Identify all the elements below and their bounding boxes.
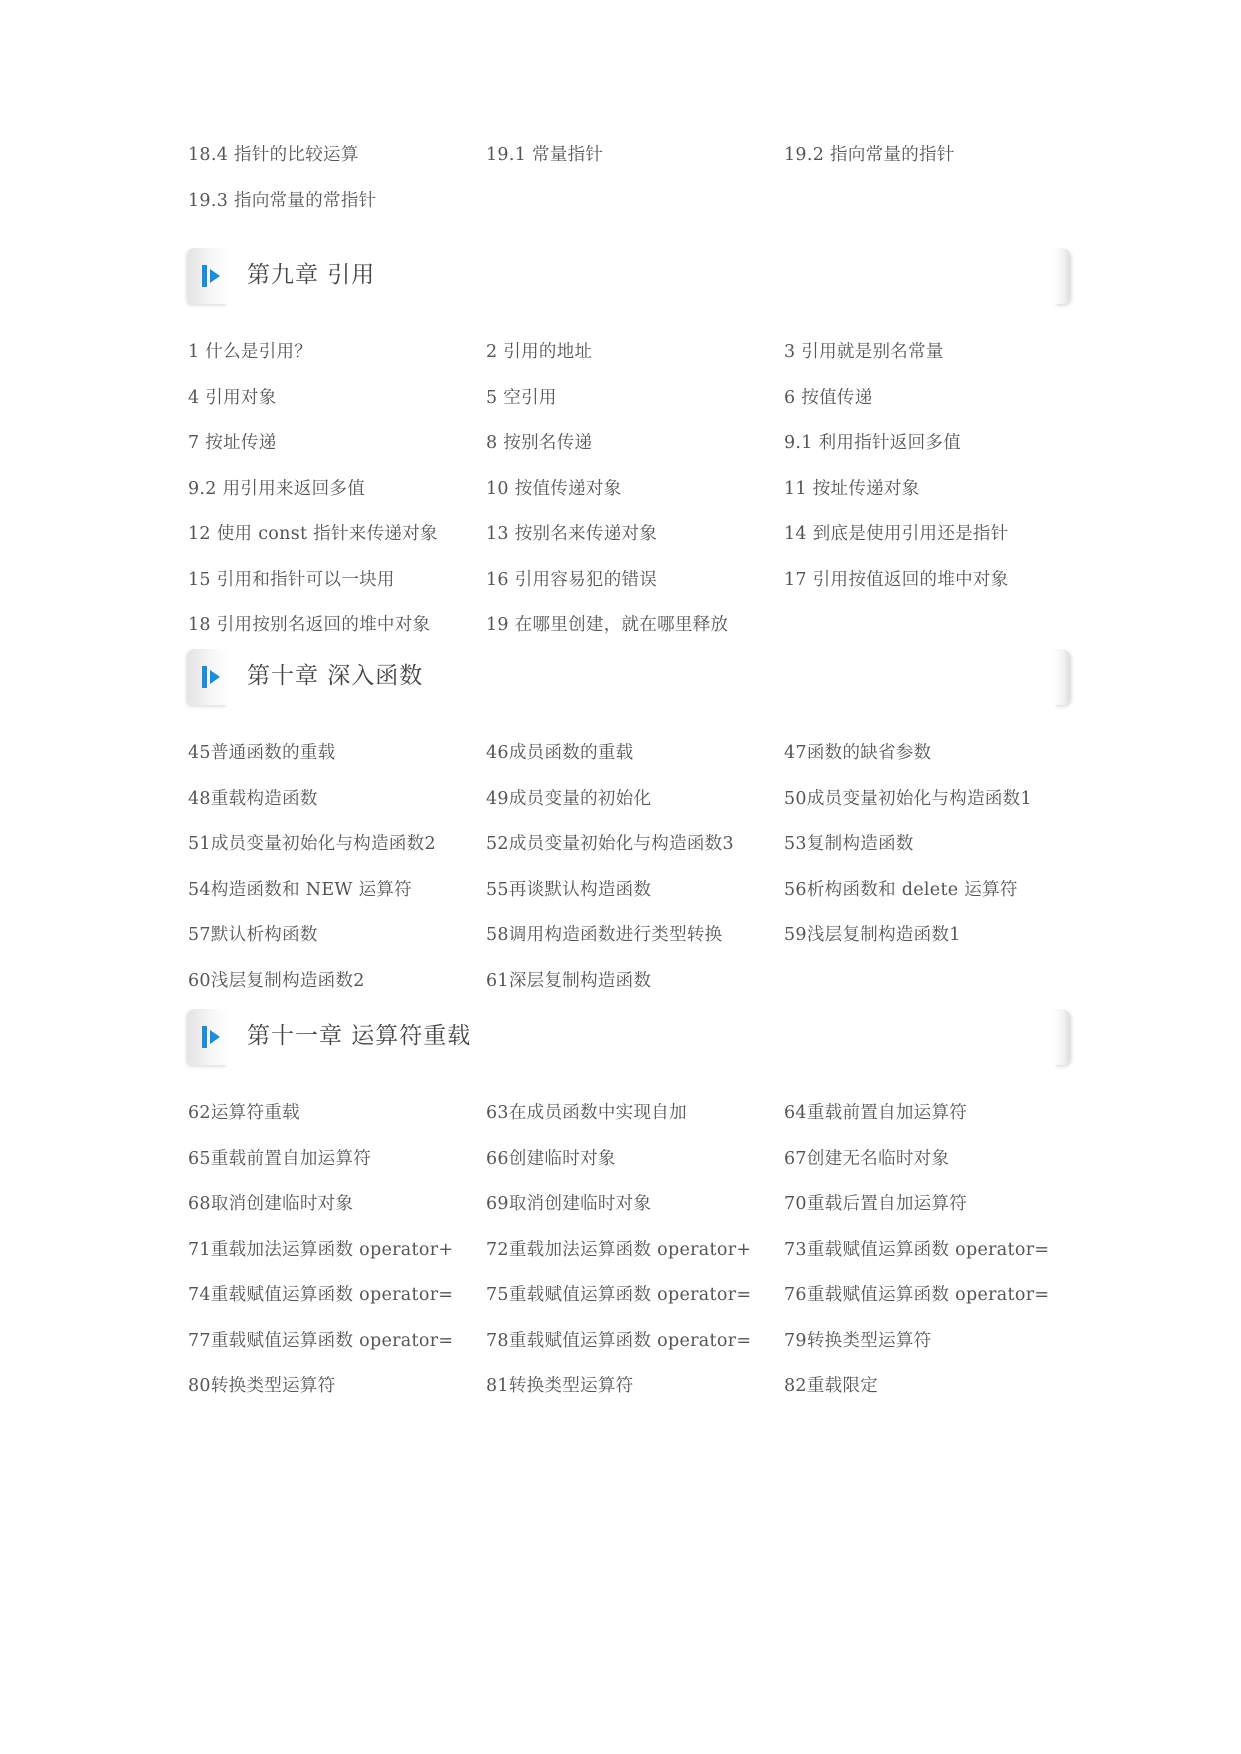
toc-entry-link[interactable]: 15 引用和指针可以一块用 (188, 569, 395, 590)
toc-entry-link[interactable]: 68取消创建临时对象 (188, 1194, 354, 1214)
toc-entry-link[interactable]: 52成员变量初始化与构造函数3 (486, 834, 734, 854)
toc-entry-link[interactable]: 64重载前置自加运算符 (784, 1103, 968, 1123)
toc-entry-link[interactable]: 47函数的缺省参数 (784, 743, 932, 763)
toc-entry-link[interactable]: 14 到底是使用引用还是指针 (784, 524, 1009, 544)
chapter-tab-end (1054, 248, 1070, 304)
toc-entry-link[interactable]: 61深层复制构造函数 (486, 970, 652, 991)
toc-row (188, 1283, 1088, 1329)
toc-entry-link[interactable]: 54构造函数和 NEW 运算符 (188, 879, 412, 900)
chapter-tab-end (1054, 1009, 1070, 1065)
play-marker-icon (202, 664, 222, 690)
chapter-heading-11 (188, 1009, 1070, 1067)
toc-entry-link[interactable]: 16 引用容易犯的错误 (486, 569, 658, 590)
toc-entry-link[interactable]: 73重载赋值运算函数 operator= (784, 1239, 1050, 1260)
toc-entry-link[interactable]: 57默认析构函数 (188, 925, 318, 945)
chapter-title: 第九章 引用 (247, 262, 376, 288)
toc-list-chapter-9 (188, 340, 1088, 659)
toc-entry-link[interactable]: 50成员变量初始化与构造函数1 (784, 788, 1032, 809)
toc-entry-link[interactable]: 78重载赋值运算函数 operator= (486, 1330, 752, 1351)
toc-entry-link[interactable]: 5 空引用 (486, 387, 557, 408)
toc-row (188, 522, 1088, 568)
toc-entry-link[interactable]: 70重载后置自加运算符 (784, 1194, 968, 1214)
toc-entry-link[interactable]: 18.4 指针的比较运算 (188, 145, 359, 165)
toc-entry-link[interactable]: 17 引用按值返回的堆中对象 (784, 569, 1009, 590)
toc-entry-link[interactable]: 55再谈默认构造函数 (486, 879, 652, 900)
toc-entry-link[interactable]: 6 按值传递 (784, 387, 873, 408)
toc-list-chapter-10 (188, 741, 1088, 1014)
toc-entry-link[interactable]: 18 引用按别名返回的堆中对象 (188, 615, 431, 635)
chapter-title: 第十章 深入函数 (247, 663, 424, 689)
toc-entry-link[interactable]: 81转换类型运算符 (486, 1376, 634, 1396)
toc-entry-link[interactable]: 60浅层复制构造函数2 (188, 970, 365, 991)
toc-entry-link[interactable]: 62运算符重载 (188, 1103, 300, 1123)
toc-entry-link[interactable]: 3 引用就是别名常量 (784, 342, 944, 362)
toc-row (188, 787, 1088, 833)
toc-entry-link[interactable]: 56析构函数和 delete 运算符 (784, 879, 1018, 900)
toc-list-continued (188, 143, 1088, 234)
toc-entry-link[interactable]: 19 在哪里创建，就在哪里释放 (486, 615, 729, 635)
toc-row (188, 969, 1088, 1015)
toc-entry-link[interactable]: 11 按址传递对象 (784, 478, 920, 499)
toc-row (188, 1238, 1088, 1284)
toc-entry-link[interactable]: 66创建临时对象 (486, 1148, 616, 1169)
toc-entry-link[interactable]: 65重载前置自加运算符 (188, 1148, 372, 1169)
toc-entry-link[interactable]: 53复制构造函数 (784, 834, 914, 854)
play-marker-icon (202, 263, 222, 289)
chapter-tab (188, 649, 228, 705)
toc-entry-link[interactable]: 63在成员函数中实现自加 (486, 1103, 687, 1123)
toc-entry-link[interactable]: 12 使用 const 指针来传递对象 (188, 524, 438, 544)
toc-list-chapter-11 (188, 1101, 1088, 1420)
toc-entry-link[interactable]: 69取消创建临时对象 (486, 1194, 652, 1214)
toc-row (188, 189, 1088, 235)
toc-row (188, 832, 1088, 878)
toc-row (188, 741, 1088, 787)
toc-entry-link[interactable]: 19.3 指向常量的常指针 (188, 190, 377, 211)
toc-row (188, 1147, 1088, 1193)
toc-entry-link[interactable]: 13 按别名来传递对象 (486, 524, 658, 544)
toc-entry-link[interactable]: 67创建无名临时对象 (784, 1148, 950, 1169)
toc-entry-link[interactable]: 58调用构造函数进行类型转换 (486, 925, 723, 945)
toc-row (188, 923, 1088, 969)
toc-row (188, 431, 1088, 477)
toc-entry-link[interactable]: 19.1 常量指针 (486, 145, 604, 165)
toc-entry-link[interactable]: 71重载加法运算函数 operator+ (188, 1239, 454, 1260)
toc-row (188, 568, 1088, 614)
toc-row (188, 1192, 1088, 1238)
toc-row (188, 386, 1088, 432)
toc-entry-link[interactable]: 7 按址传递 (188, 433, 277, 453)
toc-entry-link[interactable]: 10 按值传递对象 (486, 478, 622, 499)
toc-entry-link[interactable]: 72重载加法运算函数 operator+ (486, 1239, 752, 1260)
toc-entry-link[interactable]: 74重载赋值运算函数 operator= (188, 1285, 454, 1305)
toc-entry-link[interactable]: 46成员函数的重载 (486, 743, 634, 763)
chapter-tab (188, 1009, 228, 1065)
toc-entry-link[interactable]: 9.2 用引用来返回多值 (188, 478, 365, 499)
toc-entry-link[interactable]: 48重载构造函数 (188, 788, 318, 809)
toc-entry-link[interactable]: 45普通函数的重载 (188, 743, 336, 763)
toc-row (188, 1374, 1088, 1420)
toc-entry-link[interactable]: 1 什么是引用？ (188, 342, 313, 362)
toc-entry-link[interactable]: 79转换类型运算符 (784, 1330, 932, 1351)
play-marker-icon (202, 1024, 222, 1050)
toc-entry-link[interactable]: 8 按别名传递 (486, 433, 593, 453)
chapter-tab (188, 248, 228, 304)
toc-row (188, 878, 1088, 924)
toc-entry-link[interactable]: 49成员变量的初始化 (486, 788, 652, 809)
toc-entry-link[interactable]: 9.1 利用指针返回多值 (784, 433, 961, 453)
toc-entry-link[interactable]: 80转换类型运算符 (188, 1376, 336, 1396)
toc-entry-link[interactable]: 4 引用对象 (188, 387, 277, 408)
chapter-heading-9 (188, 248, 1070, 306)
chapter-heading-10 (188, 649, 1070, 707)
toc-row (188, 1101, 1088, 1147)
toc-row (188, 143, 1088, 189)
toc-entry-link[interactable]: 59浅层复制构造函数1 (784, 925, 961, 945)
toc-entry-link[interactable]: 76重载赋值运算函数 operator= (784, 1285, 1050, 1305)
toc-entry-link[interactable]: 2 引用的地址 (486, 342, 593, 362)
toc-row (188, 1329, 1088, 1375)
toc-entry-link[interactable]: 77重载赋值运算函数 operator= (188, 1330, 454, 1351)
toc-row (188, 477, 1088, 523)
toc-entry-link[interactable]: 75重载赋值运算函数 operator= (486, 1285, 752, 1305)
toc-entry-link[interactable]: 51成员变量初始化与构造函数2 (188, 834, 436, 854)
chapter-tab-end (1054, 649, 1070, 705)
toc-row (188, 340, 1088, 386)
chapter-title: 第十一章 运算符重载 (247, 1023, 472, 1049)
toc-entry-link[interactable]: 19.2 指向常量的指针 (784, 145, 955, 165)
toc-entry-link[interactable]: 82重载限定 (784, 1376, 879, 1396)
